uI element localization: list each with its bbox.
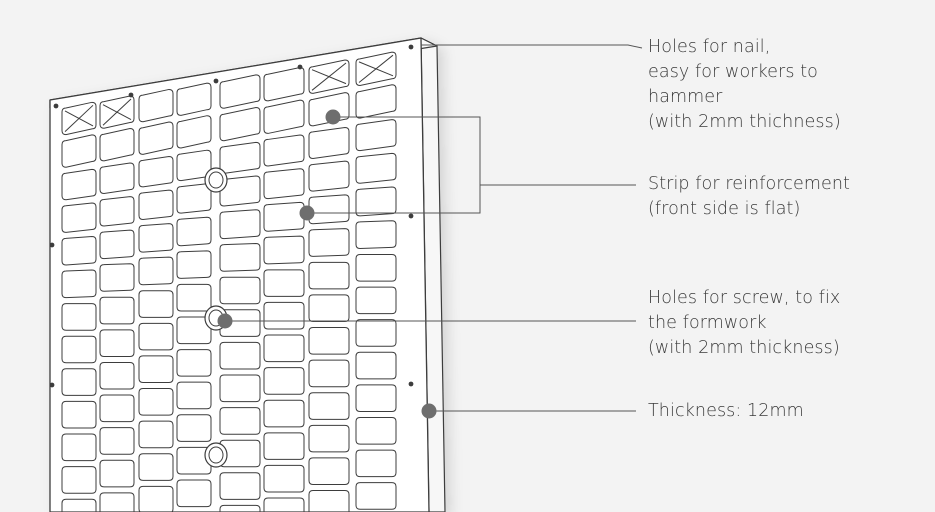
screw-holes-callout xyxy=(648,286,840,361)
callout-line: Thickness: 12mm xyxy=(648,401,804,421)
nail-hole xyxy=(50,243,55,248)
callout-line: Strip for reinforcement xyxy=(648,174,850,194)
nail-hole xyxy=(298,65,303,70)
callout-line: the formwork xyxy=(648,313,767,333)
callout-line: Holes for nail, xyxy=(648,37,771,57)
nail-hole xyxy=(409,382,414,387)
callout-line: (with 2mm thichness) xyxy=(648,112,841,132)
nail-hole-marker-dot xyxy=(326,110,341,125)
nail-hole xyxy=(409,45,414,50)
panel-front-face xyxy=(50,38,429,512)
plastic-formwork-panel xyxy=(50,38,445,512)
thickness-marker-dot xyxy=(422,404,437,419)
screw-hole-inner xyxy=(209,172,223,188)
reinforcement-strip-callout xyxy=(648,172,850,222)
callout-line: Holes for screw, to fix xyxy=(648,288,841,308)
callout-line: hammer xyxy=(648,87,723,107)
nail-holes-callout xyxy=(648,35,841,135)
nail-hole xyxy=(409,214,414,219)
callout-line: (front side is flat) xyxy=(648,199,801,219)
thickness-callout xyxy=(648,399,804,424)
nail-hole xyxy=(214,79,219,84)
callout-line: easy for workers to xyxy=(648,62,818,82)
reinforcement-marker-dot xyxy=(300,206,315,221)
screw-hole-inner xyxy=(209,447,223,463)
nail-hole xyxy=(50,383,55,388)
screw-hole-marker-dot xyxy=(218,314,233,329)
nail-hole xyxy=(54,104,59,109)
nail-hole xyxy=(129,93,134,98)
callout-line: (with 2mm thickness) xyxy=(648,338,840,358)
nail-holes-leader-line xyxy=(421,45,642,48)
